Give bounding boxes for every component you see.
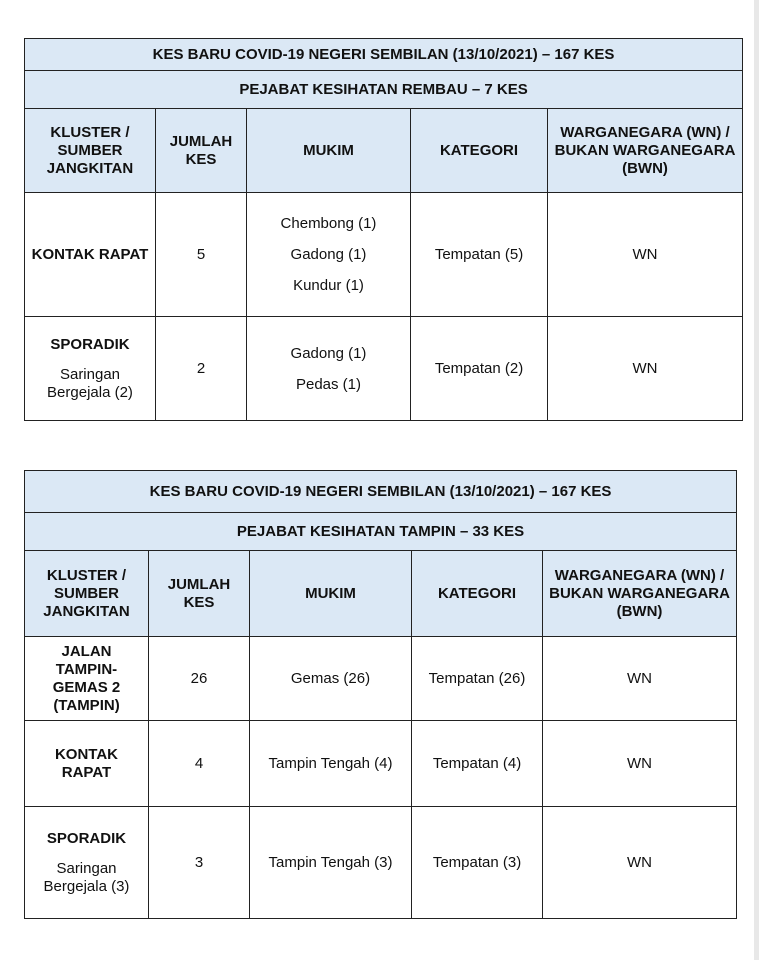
header-kategori: KATEGORI [412, 551, 543, 637]
mukim-cell [247, 317, 411, 421]
table-subtitle: PEJABAT KESIHATAN TAMPIN – 33 KES [25, 513, 737, 551]
wn-cell: WN [548, 193, 743, 317]
jumlah-cell: 5 [156, 193, 247, 317]
jumlah-cell: 3 [149, 807, 250, 919]
table-title-row [25, 471, 737, 513]
table-title: KES BARU COVID-19 NEGERI SEMBILAN (13/10/2021) – 167 KES [25, 39, 743, 71]
page-edge-shadow [754, 0, 759, 960]
mukim-item: Tampin Tengah (3) [268, 854, 393, 871]
mukim-cell [250, 721, 412, 807]
tampin-cases-table [24, 470, 737, 919]
rembau-cases-table [24, 38, 743, 421]
table-title-row [25, 39, 743, 71]
kluster-name: KONTAK RAPAT [31, 245, 149, 263]
jumlah-cell: 2 [156, 317, 247, 421]
kategori-cell: Tempatan (4) [412, 721, 543, 807]
table-row [25, 193, 743, 317]
table-subtitle: PEJABAT KESIHATAN REMBAU – 7 KES [25, 71, 743, 109]
table-subtitle-row [25, 513, 737, 551]
kategori-cell: Tempatan (3) [412, 807, 543, 919]
mukim-item: Chembong (1) [280, 215, 377, 232]
header-mukim: MUKIM [250, 551, 412, 637]
kluster-cell [25, 637, 149, 721]
table-row [25, 637, 737, 721]
kategori-cell: Tempatan (5) [411, 193, 548, 317]
wn-cell: WN [543, 721, 737, 807]
header-kluster: KLUSTER / SUMBER JANGKITAN [25, 109, 156, 193]
header-jumlah: JUMLAH KES [156, 109, 247, 193]
mukim-item: Gemas (26) [290, 670, 371, 687]
table-title: KES BARU COVID-19 NEGERI SEMBILAN (13/10/2021) – 167 KES [25, 471, 737, 513]
header-mukim: MUKIM [247, 109, 411, 193]
kluster-cell [25, 721, 149, 807]
mukim-item: Kundur (1) [293, 277, 364, 294]
kluster-name: SPORADIK [50, 335, 130, 353]
kategori-cell: Tempatan (26) [412, 637, 543, 721]
table-row [25, 317, 743, 421]
mukim-item: Gadong (1) [290, 246, 367, 263]
table-subtitle-row [25, 71, 743, 109]
table-row [25, 807, 737, 919]
header-kluster: KLUSTER / SUMBER JANGKITAN [25, 551, 149, 637]
wn-cell: WN [543, 807, 737, 919]
mukim-cell [247, 193, 411, 317]
mukim-item: Tampin Tengah (4) [268, 755, 393, 772]
wn-cell: WN [543, 637, 737, 721]
header-jumlah: JUMLAH KES [149, 551, 250, 637]
kluster-subtext: Saringan Bergejala (3) [43, 859, 130, 895]
mukim-cell [250, 807, 412, 919]
kluster-cell [25, 807, 149, 919]
kluster-name: SPORADIK [46, 829, 127, 847]
kategori-cell: Tempatan (2) [411, 317, 548, 421]
jumlah-cell: 26 [149, 637, 250, 721]
table-row [25, 721, 737, 807]
kluster-name: JALAN TAMPIN-GEMAS 2 (TAMPIN) [52, 642, 121, 714]
jumlah-cell: 4 [149, 721, 250, 807]
wn-cell: WN [548, 317, 743, 421]
kluster-cell [25, 193, 156, 317]
column-header-row [25, 551, 737, 637]
column-header-row [25, 109, 743, 193]
mukim-cell [250, 637, 412, 721]
header-warganegara: WARGANEGARA (WN) / BUKAN WARGANEGARA (BWN) [543, 551, 737, 637]
kluster-name: KONTAK RAPAT [54, 745, 119, 781]
header-warganegara: WARGANEGARA (WN) / BUKAN WARGANEGARA (BWN) [548, 109, 743, 193]
mukim-item: Gadong (1) [290, 344, 367, 362]
header-kategori: KATEGORI [411, 109, 548, 193]
kluster-subtext: Saringan Bergejala (2) [47, 365, 133, 401]
kluster-cell [25, 317, 156, 421]
mukim-item: Pedas (1) [295, 375, 362, 393]
